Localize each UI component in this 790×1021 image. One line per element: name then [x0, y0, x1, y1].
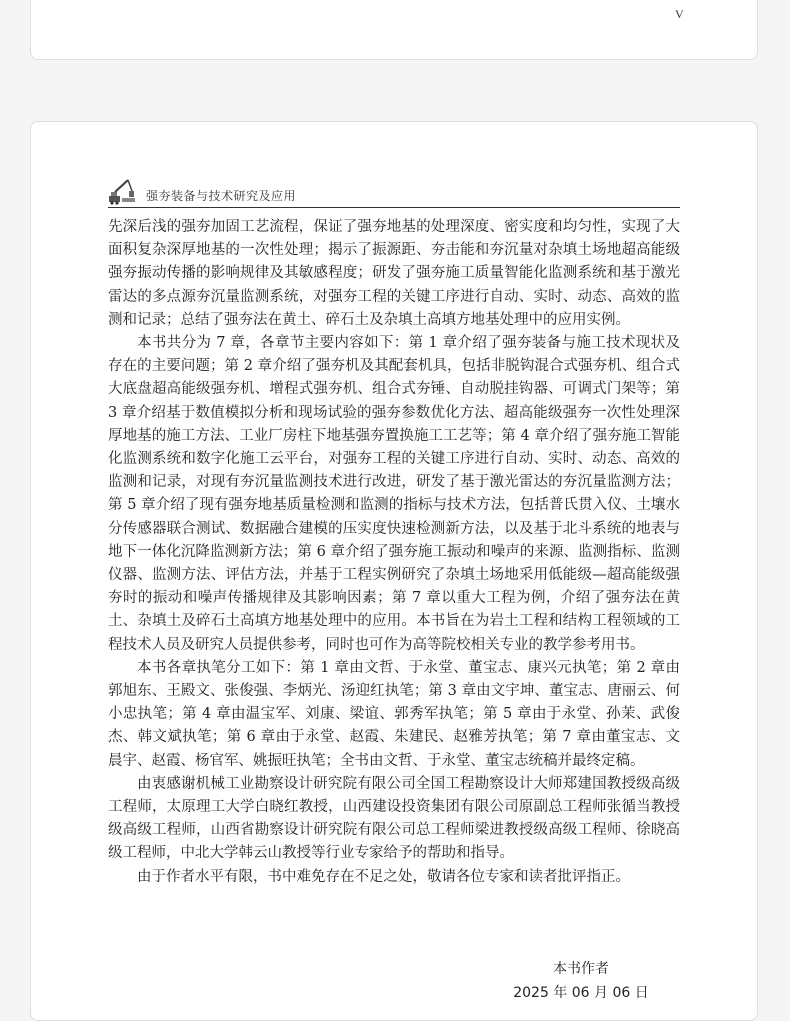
- paragraph: 由于作者水平有限，书中难免存在不足之处，敬请各位专家和读者批评指正。: [137, 868, 630, 885]
- page-number: V: [675, 7, 684, 21]
- paragraph: 先深后浅的强夯加固工艺流程，保证了强夯地基的处理深度、密实度和均匀性，实现了大面积复杂深厚地基的一次性处理；揭示了振源距、夯击能和夯沉量对杂填土场地超高能级强夯振动传播的影响规律及其敏感程度；研发了强夯施工质量智能化监测系统和基于激光雷达的多点源夯沉量监测系统，对强夯工程的关键工序进行自动、实时、动态、高效的监测和记录；总结了强夯法在黄土、碎石土及杂填土高填方地基处理中的应用实例。: [108, 219, 680, 328]
- running-header: [108, 177, 680, 208]
- paragraph: 本书共分为 7 章，各章节主要内容如下：第 1 章介绍了强夯装备与施工技术现状及存在的主要问题；第 2 章介绍了强夯机及其配套机具，包括非脱钩混合式强夯机、组合式大底盘超高能级强夯机、增程式强夯机、组合式夯锤、自动脱挂钩器、可调式门架等；第 3 章介绍基于数值模拟分析和现场试验的强夯参数优化方法、超高能级强夯一次性处理深厚地基的施工方法、工业厂房柱下地基强夯置换施工工艺等；第 4 章介绍了强夯施工智能化监测系统和数字化施工云平台，对强夯工程的关键工序进行自动、实时、动态、高效的监测和记录，对现有夯沉量监测技术进行改进，研发了基于激光雷达的夯沉量监测方法；第 5 章介绍了现有强夯地基质量检测和监测的指标与技术方法，包括普氏贯入仪、土壤水分传感器联合测试、数据融合建模的压实度快速检测新方法，以及基于北斗系统的地表与地下一体化沉降监测新方法；第 6 章介绍了强夯施工振动和噪声的来源、监测指标、监测仪器、监测方法、评估方法，并基于工程实例研究了杂填土场地采用低能级—超高能级强夯时的振动和噪声传播规律及其影响因素；第 7 章以重大工程为例，介绍了强夯法在黄土、杂填土及碎石土高填方地基处理中的应用。本书旨在为岩土工程和结构工程领域的工程技术人员及研究人员提供参考，同时也可作为高等院校相关专业的教学参考用书。: [108, 335, 680, 653]
- signature-author: 本书作者: [553, 961, 609, 977]
- crane-excavator-icon: [108, 177, 136, 205]
- document-page: [30, 121, 758, 1021]
- signature-date: 2025 年 06 月 06 日: [513, 985, 649, 1001]
- paragraph: 由衷感谢机械工业勘察设计研究院有限公司全国工程勘察设计大师郑建国教授级高级工程师，太原理工大学白晓红教授，山西建设投资集团有限公司原副总工程师张循当教授级高级工程师，山西省勘察设计研究院有限公司总工程师梁进教授级高级工程师、徐晓高级工程师，中北大学韩云山教授等行业专家给予的帮助和指导。: [108, 775, 680, 862]
- paragraph: 本书各章执笔分工如下：第 1 章由文哲、于永堂、董宝志、康兴元执笔；第 2 章由郭旭东、王殿文、张俊强、李炳光、汤迎红执笔；第 3 章由文宇坤、董宝志、唐丽云、何小忠执笔；第 4 章由温宝军、刘康、梁谊、郭秀军执笔；第 5 章由于永堂、孙茉、武俊杰、韩文斌执笔；第 6 章由于永堂、赵霞、朱建民、赵雅芳执笔；第 7 章由董宝志、文晨宇、赵霞、杨官军、姚振旺执笔；全书由文哲、于永堂、董宝志统稿并最终定稿。: [108, 659, 680, 769]
- previous-page-card: [30, 0, 758, 60]
- signature-block: [501, 957, 661, 1005]
- body-text: [108, 216, 680, 889]
- running-header-title: 强夯装备与技术研究及应用: [146, 189, 297, 203]
